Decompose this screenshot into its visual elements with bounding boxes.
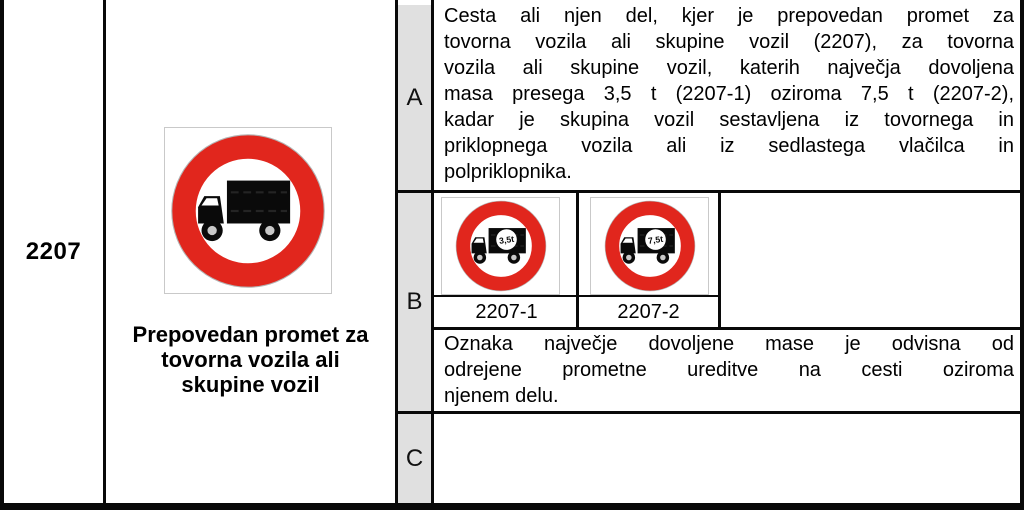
variant-code-2207-1: 2207-1 (475, 300, 538, 323)
grid-line-col3 (431, 0, 434, 503)
grid-line-row-a-b (395, 190, 1024, 193)
grid-line-left-border (0, 0, 4, 510)
text-line: Prepovedan promet za (132, 322, 369, 347)
text-line: Oznaka največje dovoljene mase je odvisna od (444, 333, 1014, 355)
grid-line-sign-label (434, 295, 721, 297)
grid-line-row-b-c (395, 411, 1024, 414)
variant-code-2207-2: 2207-2 (617, 300, 680, 323)
row-b-description (444, 331, 1014, 409)
sign-2207-image (164, 127, 332, 294)
grid-line-right-border (1020, 0, 1024, 510)
row-label-b: B (398, 193, 431, 411)
row-label-a: A (398, 5, 431, 190)
text-line: masa presega 3,5 t (2207-1) oziroma 7,5 t (2207-2), (444, 83, 1014, 105)
no-trucks-sign-icon (170, 133, 326, 289)
no-trucks-3-5t-sign-icon (455, 200, 547, 292)
grid-line-col2 (395, 0, 398, 503)
text-line: njenem delu. (444, 385, 559, 407)
text-line: odrejene prometne ureditve na cesti oziroma (444, 359, 1014, 381)
mass-badge-3-5t: 3,5t (497, 233, 515, 246)
sign-2207-1-image (441, 197, 560, 295)
sign-name (106, 322, 395, 397)
row-label-c: C (398, 414, 431, 503)
no-trucks-7-5t-sign-icon (604, 200, 696, 292)
text-line: kadar je skupina vozil sestavljena iz tovornega in (444, 109, 1014, 131)
grid-line-col1 (103, 0, 106, 503)
text-line: polpriklopnika. (444, 161, 572, 183)
text-line: priklopnega vozila ali iz sedlastega vlačilca in (444, 135, 1014, 157)
text-line: tovorna vozila ali skupine vozil (2207), za tovorna (444, 31, 1014, 53)
grid-line-bottom-border (0, 503, 1024, 510)
grid-line-variant-right (718, 193, 721, 330)
grid-line-variant-divider (576, 193, 579, 330)
sign-2207-2-image (590, 197, 709, 295)
sign-code: 2207 (25, 237, 82, 265)
text-line: tovorna vozila ali (161, 347, 340, 372)
text-line: vozila ali skupine vozil, katerih največja dovoljena (444, 57, 1014, 79)
text-line: skupine vozil (181, 372, 320, 397)
row-a-description (444, 3, 1014, 185)
grid-line-label-text (434, 327, 1020, 330)
text-line: Cesta ali njen del, kjer je prepovedan promet za (444, 5, 1014, 27)
mass-badge-7-5t: 7,5t (646, 233, 664, 246)
